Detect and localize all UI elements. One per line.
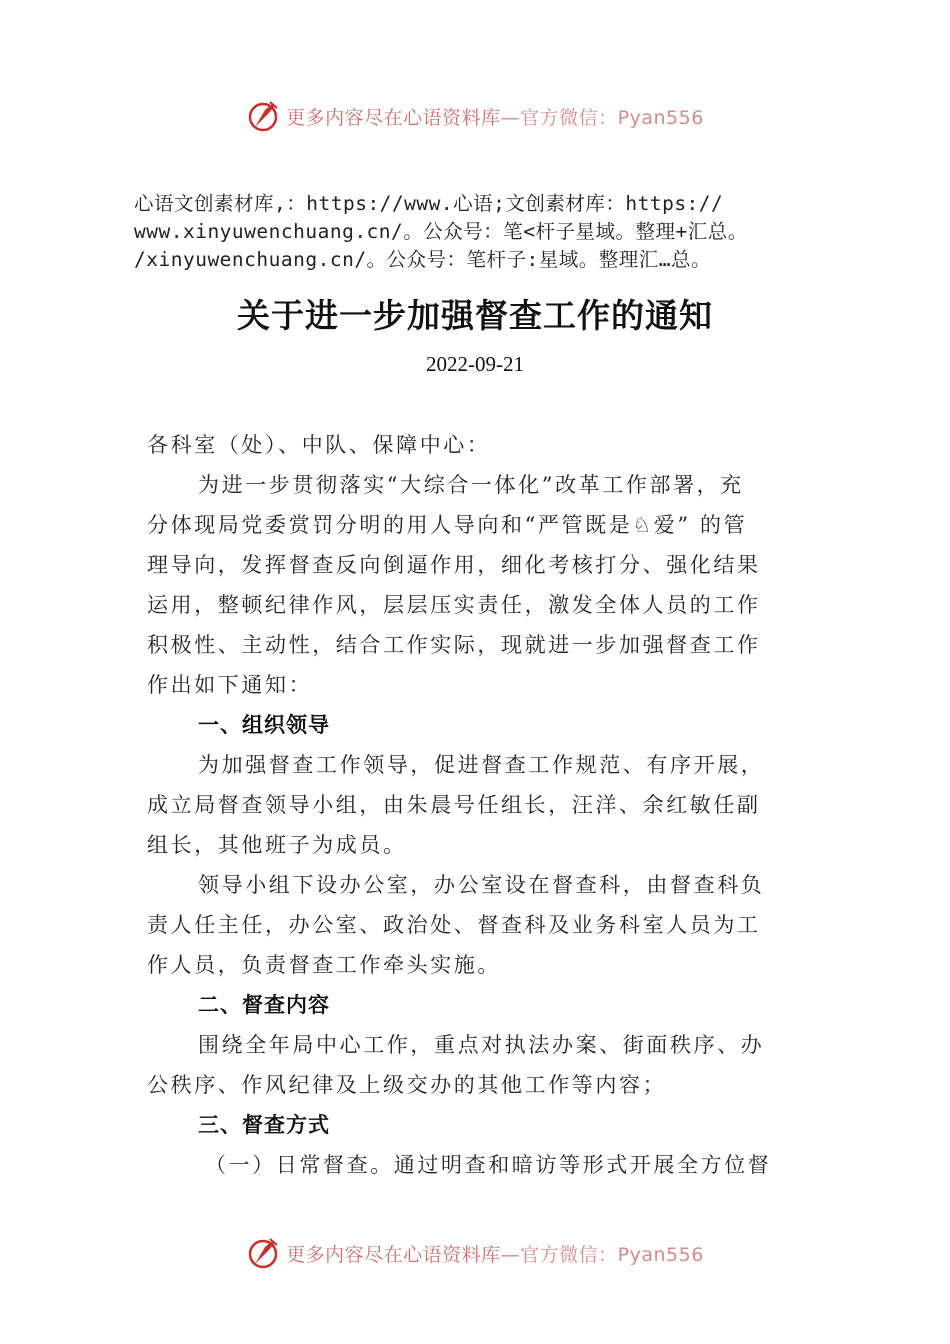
section-heading: 二、督查内容	[198, 993, 330, 1017]
banner-main-text: 更多内容尽在心语资料库	[286, 1243, 501, 1266]
watermark-line: /xinyuwenchuang.cn/。公众号：笔杆子:星域。整理汇…总。	[134, 248, 712, 271]
paragraph-line: 公秩序、作风纪律及上级交办的其他工作等内容；	[147, 1073, 667, 1097]
banner-accent-text: —官方微信：Pyan556	[500, 106, 704, 129]
footer-banner	[0, 1233, 950, 1273]
pen-nib-icon	[246, 98, 282, 134]
paragraph-line: 组长，其他班子为成员。	[147, 833, 407, 857]
section1-paragraph	[147, 745, 812, 865]
watermark-text	[134, 190, 834, 274]
paragraph-line: 分体现局党委赏罚分明的用人导向和“严管既是♘爱” 的管	[147, 513, 748, 537]
banner-text	[286, 1240, 704, 1267]
watermark-line: 心语文创素材库,：https://www.心语;文创素材库：https://	[134, 192, 724, 215]
section3-paragraph	[147, 1145, 812, 1185]
header-banner	[0, 96, 950, 136]
document-title: 关于进一步加强督查工作的通知	[237, 296, 713, 335]
section-heading: 三、督查方式	[198, 1113, 330, 1137]
section2-paragraph	[147, 1025, 812, 1105]
banner-text	[286, 103, 704, 130]
banner-accent-text: —官方微信：Pyan556	[500, 1243, 704, 1266]
salutation: 各科室（处）、中队、保障中心：	[147, 433, 491, 457]
paragraph-line: （一）日常督查。通过明查和暗访等形式开展全方位督	[205, 1153, 772, 1177]
pen-nib-icon	[246, 1235, 282, 1271]
paragraph-line: 围绕全年局中心工作，重点对执法办案、街面秩序、办	[198, 1033, 765, 1057]
section1-paragraph	[147, 865, 812, 985]
document-date: 2022-09-21	[426, 352, 524, 376]
document-body	[147, 425, 812, 1185]
paragraph-line: 为加强督查工作领导，促进督查工作规范、有序开展，	[198, 753, 765, 777]
section-heading: 一、组织领导	[198, 713, 330, 737]
watermark-line: www.xinyuwenchuang.cn/。公众号：笔<杆子星域。整理+汇总。	[134, 220, 748, 243]
paragraph-line: 作人员，负责督查工作牵头实施。	[147, 953, 501, 977]
paragraph-line: 为进一步贯彻落实“大综合一体化”改革工作部署，充	[198, 473, 744, 497]
paragraph-line: 理导向，发挥督查反向倒逼作用，细化考核打分、强化结果	[147, 553, 761, 577]
paragraph-line: 责人任主任，办公室、政治处、督查科及业务科室人员为工	[147, 913, 761, 937]
banner-main-text: 更多内容尽在心语资料库	[286, 106, 501, 129]
paragraph-line: 领导小组下设办公室，办公室设在督查科，由督查科负	[198, 873, 765, 897]
paragraph-line: 积极性、主动性，结合工作实际，现就进一步加强督查工作	[147, 633, 761, 657]
paragraph-line: 作出如下通知：	[147, 673, 313, 697]
paragraph-line: 成立局督查领导小组，由朱晨号任组长，汪洋、余红敏任副	[147, 793, 761, 817]
intro-paragraph	[147, 465, 812, 705]
paragraph-line: 运用，整顿纪律作风，层层压实责任，激发全体人员的工作	[147, 593, 761, 617]
